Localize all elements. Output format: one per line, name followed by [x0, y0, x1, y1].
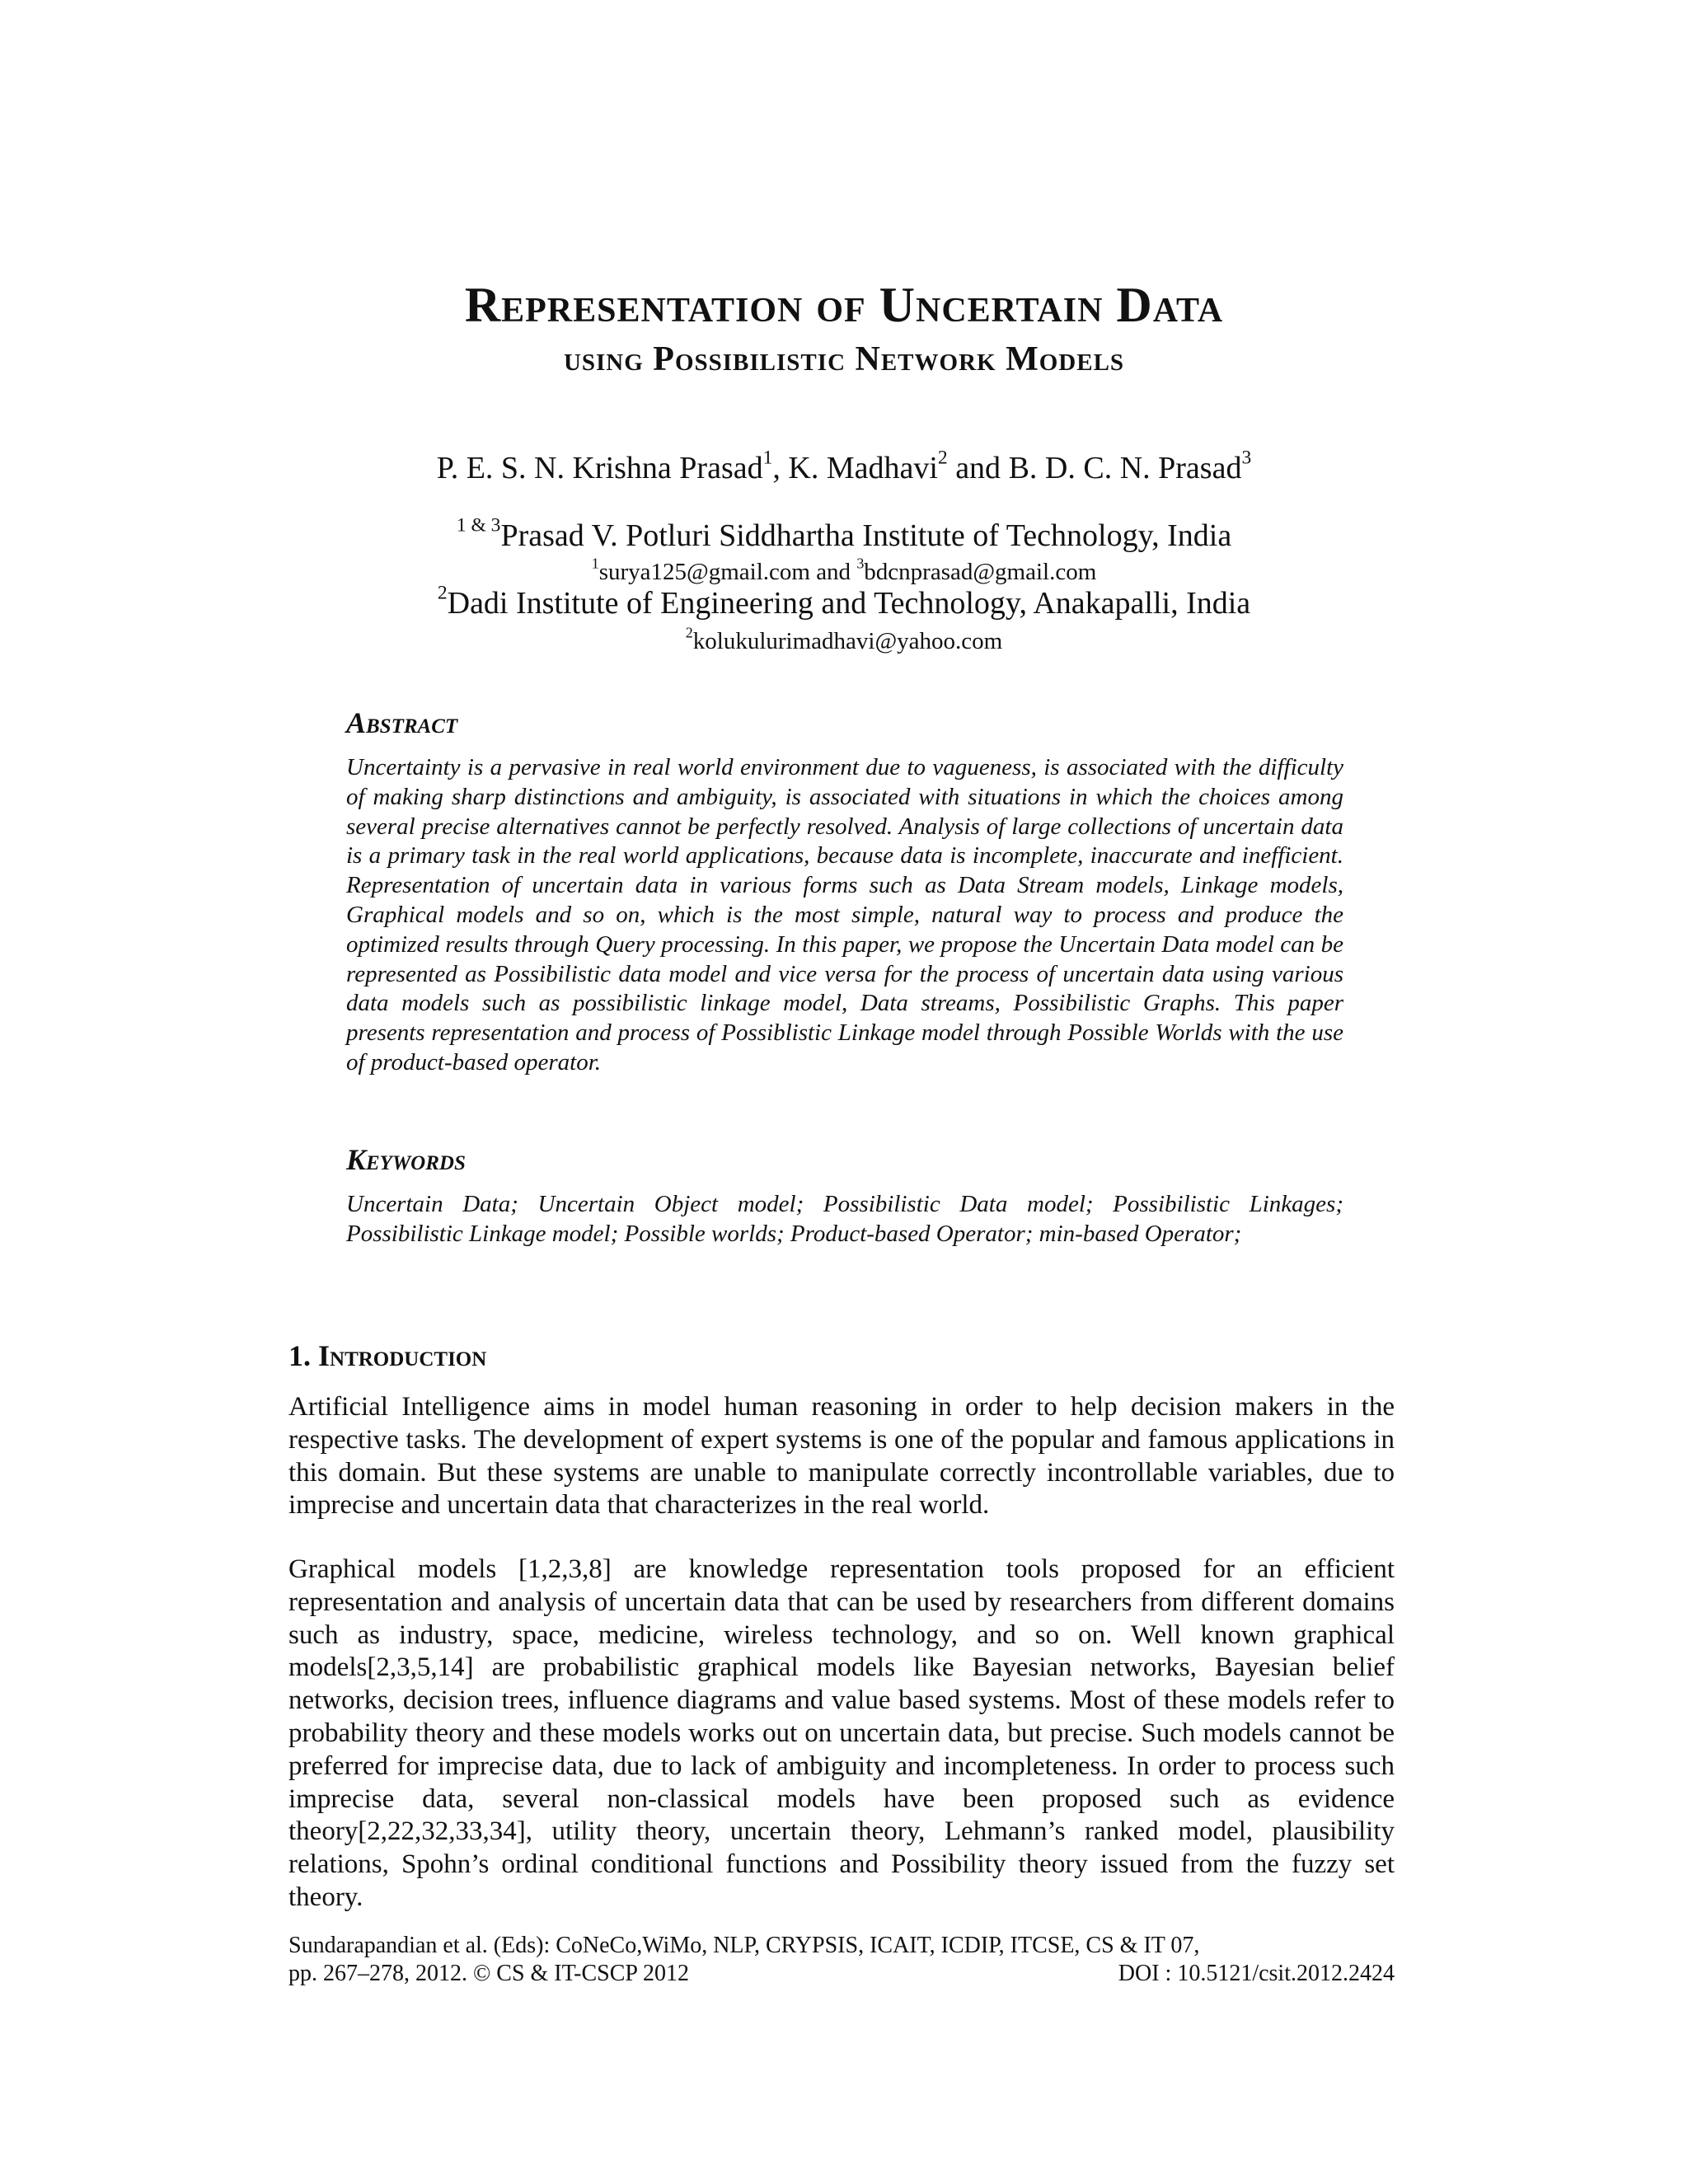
- author-3-affiliation-mark: 3: [1241, 447, 1252, 469]
- introduction-heading: 1. Introduction: [288, 1339, 487, 1372]
- paper-title-line-2: using Possibilistic Network Models: [563, 340, 1125, 378]
- email-1-mark: 1: [591, 555, 599, 572]
- author-3: B. D. C. N. Prasad: [1008, 451, 1242, 485]
- introduction-paragraph-2: Graphical models [1,2,3,8] are knowledge representation tools proposed for an efficient representation and analysis of uncertain data that can be used by researchers from different domains such as industry, space, medicine, wireless technology, and so on. Well known graphical models[2,3,5,14] are probabilistic graphical models like Bayesian networks, Bayesian belief networks, decision trees, influence diagrams and value based systems. Most of these models refer to probability theory and these models works out on uncertain data, but precise. Such models cannot be preferred for imprecise data, due to lack of ambiguity and incompleteness. In order to process such imprecise data, several non-classical models have been proposed such as evidence theory[2,22,32,33,34], utility theory, uncertain theory, Lehmann’s ranked model, plausibility relations, Spohn’s ordinal conditional functions and Possibility theory issued from the fuzzy set theory.: [288, 1554, 1395, 1912]
- author-1-affiliation-mark: 1: [762, 447, 773, 469]
- affiliation-1-emails: [0, 555, 1688, 586]
- email-3-mark: 3: [856, 555, 865, 572]
- abstract-heading: Abstract: [346, 706, 458, 739]
- footer-pages: pp. 267–278, 2012. © CS & IT-CSCP 2012: [288, 1961, 689, 1986]
- author-separator: ,: [772, 451, 789, 485]
- affiliation-2-email: [0, 624, 1688, 655]
- author-1: P. E. S. N. Krishna Prasad: [436, 451, 763, 485]
- affiliation-2-mark: 2: [437, 582, 448, 604]
- footer-proceedings: Sundarapandian et al. (Eds): CoNeCo,WiMo, NLP, CRYPSIS, ICAIT, ICDIP, ITCSE, CS & IT 07,: [288, 1933, 1200, 1958]
- footer-citation-line: [288, 1960, 1395, 1988]
- author-2: K. Madhavi: [788, 451, 938, 485]
- author-list: [0, 447, 1688, 486]
- abstract-text: Uncertainty is a pervasive in real world environment due to vagueness, is associated with the difficulty of making sharp distinctions and ambiguity, is associated with situations in which the choices among several precise alternatives cannot be perfectly resolved. Analysis of large collections of uncertain data is a primary task in the real world applications, because data is incomplete, inaccurate and inefficient. Representation of uncertain data in various forms such as Data Stream models, Linkage models, Graphical models and so on, which is the most simple, natural way to process and produce the optimized results through Query processing. In this paper, we propose the Uncertain Data model can be represented as Possibilistic data model and vice versa for the process of uncertain data using various data models such as possibilistic linkage model, Data streams, Possibilistic Graphs. This paper presents representation and process of Possiblistic Linkage model through Possible Worlds with the use of product-based operator.: [346, 754, 1343, 1076]
- affiliation-1: [0, 514, 1688, 554]
- email-conjunction: and: [809, 559, 857, 585]
- email-1: surya125@gmail.com: [598, 559, 810, 585]
- affiliation-2: [0, 582, 1688, 621]
- email-3: bdcnprasad@gmail.com: [864, 559, 1097, 585]
- email-2: kolukulurimadhavi@yahoo.com: [692, 628, 1003, 654]
- keywords-heading: Keywords: [346, 1143, 466, 1176]
- keywords-text: Uncertain Data; Uncertain Object model; Possibilistic Data model; Possibilistic Linkages; Possibilistic Linkage model; Possible worlds; Product-based Operator; min-based Operator;: [346, 1191, 1343, 1247]
- affiliation-1-mark: 1 & 3: [456, 514, 501, 537]
- footer-doi: DOI : 10.5121/csit.2012.2424: [1118, 1961, 1395, 1986]
- affiliation-1-name: Prasad V. Potluri Siddhartha Institute of Technology, India: [500, 518, 1232, 553]
- affiliation-2-name: Dadi Institute of Engineering and Technology, Anakapalli, India: [447, 586, 1251, 621]
- author-separator: and: [947, 451, 1009, 485]
- paper-title-line-1: Representation of Uncertain Data: [464, 278, 1224, 332]
- introduction-paragraph-1: Artificial Intelligence aims in model human reasoning in order to help decision makers in the respective tasks. The development of expert systems is one of the popular and famous applications in this domain. But these systems are unable to manipulate correctly incontrollable variables, due to imprecise and uncertain data that characterizes in the real world.: [288, 1392, 1395, 1521]
- author-2-affiliation-mark: 2: [937, 447, 948, 469]
- email-2-mark: 2: [685, 624, 693, 641]
